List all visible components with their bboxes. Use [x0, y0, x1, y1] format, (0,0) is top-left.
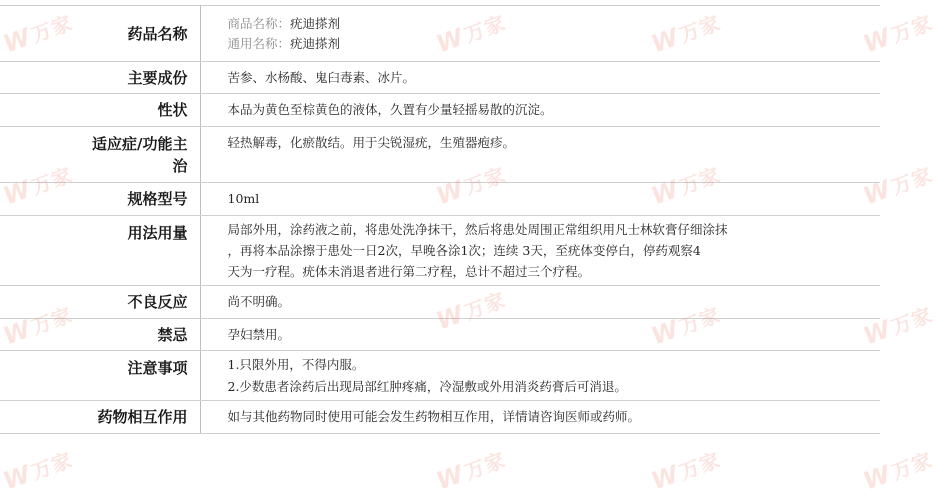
watermark: W万家: [859, 447, 936, 496]
value-drug-name: [200, 6, 880, 62]
label-precautions: 注意事项: [0, 351, 200, 401]
row-precautions: [0, 351, 880, 401]
watermark: W万家: [647, 162, 724, 211]
watermark: W万家: [859, 10, 936, 59]
label-interactions: 药物相互作用: [0, 401, 200, 434]
watermark: W万家: [647, 447, 724, 496]
usage-line: 天为一疗程。疣体未消退者进行第二疗程，总计不超过三个疗程。: [227, 264, 591, 279]
row-contraindications: [0, 319, 880, 351]
value-properties: 本品为黄色至棕黄色的液体，久置有少量轻摇易散的沉淀。: [200, 94, 880, 127]
value-adverse-reactions: 尚不明确。: [200, 286, 880, 319]
label-ingredients: 主要成份: [0, 62, 200, 94]
row-drug-name: [0, 6, 880, 62]
watermark: W万家: [647, 10, 724, 59]
watermark: W万家: [0, 162, 76, 211]
drug-info-table: [0, 5, 880, 434]
row-ingredients: [0, 62, 880, 94]
row-adverse-reactions: [0, 286, 880, 319]
watermark: W万家: [432, 287, 509, 336]
value-indications: 轻热解毒，化瘀散结。用于尖锐湿疣，生殖器疱疹。: [200, 127, 880, 183]
watermark: W万家: [432, 447, 509, 496]
label-indications-line1: 适应症/功能主: [92, 134, 188, 153]
usage-line: 局部外用，涂药液之前，将患处洗净抹干，然后将患处周围正常组织用凡士林软膏仔细涂抹: [227, 222, 728, 237]
label-properties: 性状: [0, 94, 200, 127]
usage-line: ，再将本品涂擦于患处一日2次，早晚各涂1次；连续 3天，至疣体变停白，停药观察4: [227, 243, 701, 258]
trade-name-value: 疣迪搽剂: [290, 15, 341, 31]
watermark: W万家: [432, 162, 509, 211]
watermark: W万家: [0, 302, 76, 351]
label-indications: [0, 127, 200, 183]
row-usage: [0, 216, 880, 286]
precaution-item: 1.只限外用，不得内服。: [227, 356, 365, 372]
label-usage: 用法用量: [0, 216, 200, 286]
generic-name-line: [228, 34, 861, 54]
value-precautions: [200, 351, 880, 401]
generic-name-label: 通用名称：: [227, 35, 291, 51]
watermark: W万家: [647, 302, 724, 351]
label-spec: 规格型号: [0, 183, 200, 216]
value-spec: 10ml: [200, 183, 880, 216]
value-interactions: 如与其他药物同时使用可能会发生药物相互作用，详情请咨询医师或药师。: [200, 401, 880, 434]
label-contraindications: 禁忌: [0, 319, 200, 351]
value-usage: [200, 216, 880, 286]
trade-name-label: 商品名称：: [227, 15, 291, 31]
value-ingredients: 苦参、水杨酸、鬼臼毒素、冰片。: [200, 62, 880, 94]
precaution-item: 2.少数患者涂药后出现局部红肿疼痛，冷湿敷或外用消炎药膏后可消退。: [227, 378, 627, 394]
row-properties: [0, 94, 880, 127]
row-spec: [0, 183, 880, 216]
watermark: W万家: [859, 302, 936, 351]
row-interactions: [0, 401, 880, 434]
trade-name-line: [228, 14, 861, 34]
row-indications: [0, 127, 880, 183]
watermark: W万家: [859, 162, 936, 211]
generic-name-value: 疣迪搽剂: [290, 35, 341, 51]
watermark: W万家: [0, 10, 76, 59]
label-indications-line2: 治: [172, 156, 188, 175]
watermark: W万家: [0, 447, 76, 496]
label-drug-name: 药品名称: [0, 6, 200, 62]
value-contraindications: 孕妇禁用。: [200, 319, 880, 351]
label-adverse-reactions: 不良反应: [0, 286, 200, 319]
watermark: W万家: [432, 10, 509, 59]
